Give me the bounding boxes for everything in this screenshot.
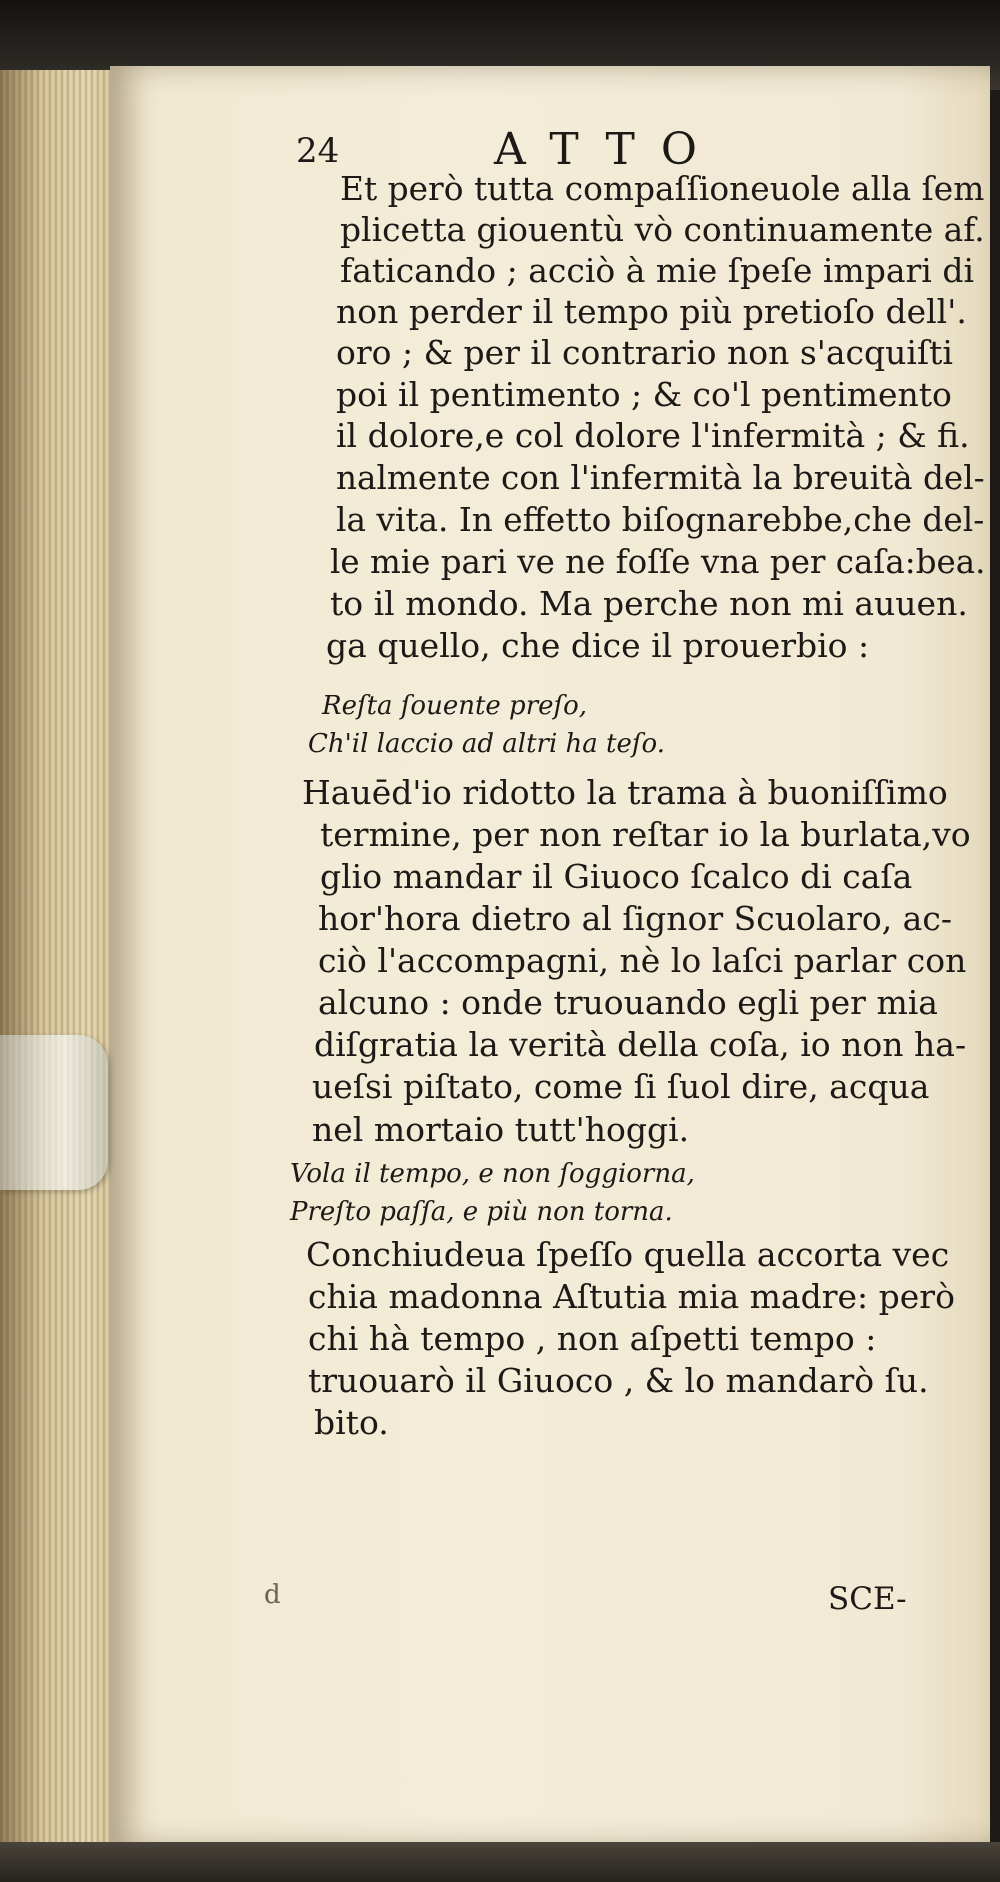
body-line: glio mandar il Giuoco ſcalco di caſa — [320, 857, 913, 896]
page-clip — [0, 1035, 108, 1190]
body-line: ciò l'accompagni, nè lo laſci parlar con — [318, 941, 967, 980]
page-number: 24 — [296, 131, 340, 171]
body-line: la vita. In effetto biſognarebbe,che del- — [336, 500, 985, 539]
body-line: termine, per non reſtar io la burlata,vo — [320, 815, 971, 854]
body-line: le mie pari ve ne foſſe vna per caſa:bea. — [330, 542, 986, 581]
body-line: hor'hora dietro al ſignor Scuolaro, ac- — [318, 899, 952, 938]
body-line: poi il pentimento ; & co'l pentimento — [336, 375, 952, 414]
page-edges — [0, 70, 125, 1850]
body-line: Hauēd'io ridotto la trama à buoniſſimo — [302, 773, 948, 812]
body-line: plicetta giouentù vò continuamente af. — [340, 210, 985, 249]
body-line: nalmente con l'infermità la breuità del- — [336, 458, 985, 497]
body-line: ueſsi piſtato, come ſi ſuol dire, acqua — [312, 1067, 930, 1106]
body-line: diſgratia la verità della coſa, io non ha- — [314, 1025, 967, 1064]
body-line: to il mondo. Ma perche non mi auuen. — [330, 584, 968, 623]
body-line: faticando ; acciò à mie ſpeſe impari di — [340, 251, 975, 290]
catchword: SCE- — [828, 1581, 907, 1617]
body-line: ga quello, che dice il prouerbio : — [326, 626, 870, 665]
body-line: chia madonna Aſtutia mia madre: però — [308, 1277, 955, 1316]
body-line: oro ; & per il contrario non s'acquiſti — [336, 333, 953, 372]
running-head: ATTO — [494, 124, 723, 175]
body-line: Conchiudeua ſpeſſo quella accorta vec — [306, 1235, 950, 1274]
verse-line: Ch'il laccio ad altri ha teſo. — [308, 729, 665, 759]
body-line: nel mortaio tutt'hoggi. — [312, 1110, 690, 1149]
body-line: alcuno : onde truouando egli per mia — [318, 983, 938, 1022]
scan-bottom-background — [0, 1842, 1000, 1882]
signature-mark: d — [264, 1580, 281, 1610]
verse-line: Reſta ſouente preſo, — [322, 691, 588, 721]
body-line: il dolore,e col dolore l'infermità ; & fi. — [336, 416, 970, 455]
body-line: chi hà tempo , non aſpetti tempo : — [308, 1319, 877, 1358]
verse-line: Preſto paſſa, e più non torna. — [290, 1197, 673, 1227]
verse-line: Vola il tempo, e non ſoggiorna, — [290, 1159, 695, 1189]
body-line: truouarò il Giuoco , & lo mandarò ſu. — [308, 1361, 929, 1400]
body-line: bito. — [314, 1403, 389, 1442]
body-line: non perder il tempo più pretioſo dell'. — [336, 292, 967, 331]
body-line: Et però tutta compaſſioneuole alla ſem — [340, 169, 985, 208]
